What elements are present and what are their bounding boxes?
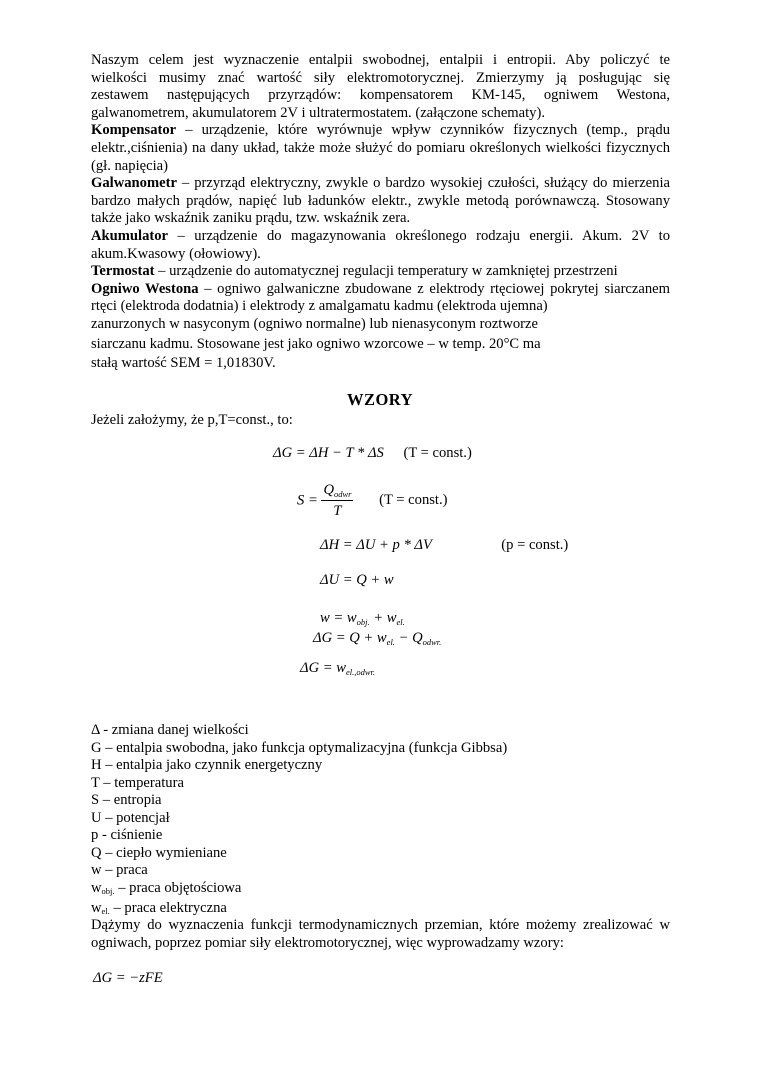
fraction-denominator: T [333,503,342,519]
weston-line-3: zanurzonych w nasyconym (ogniwo normalne) lub nienasyconym roztworze [91,315,538,332]
def-galwanometr: – przyrząd elektryczny, zwykle o bardzo wysokiej czułości, służący do mierzenia bardzo małych prądów, napięć lub ładunków elektr., zwykle metodą porównawczą. Stosowany także jako wskaźnik zaniku prądu, tzw. wskaźnik zera. [91,175,670,227]
legend-wel: $w_{el.}$ – praca elektryczna [91,900,227,916]
formula-entropy-lhs: S = [297,492,318,509]
def-termostat: – urządzenie do automatycznej regulacji temperatury w zamkniętej przestrzeni [154,263,618,280]
legend-T: T – temperatura [91,774,184,791]
legend-wobj: $w_{obj.}$ – praca objętościowa [91,879,242,896]
formula-gibbs-main: ΔG = ΔH − T * ΔS [273,445,384,461]
legend-H: H – entalpia jako czynnik energetyczny [91,757,323,773]
formula-final: ΔG = −zFE [93,970,163,986]
fraction-numerator: $Q_{odwr}$ [323,482,352,499]
legend-U: U – potencjał [91,809,170,826]
formula-enthalpy-main: ΔH = ΔU + p * ΔV [320,537,432,553]
weston-line-5: stałą wartość SEM = 1,01830V. [91,355,276,372]
definition-akumulator [91,228,670,263]
gibbs-el-subscript: el. [386,637,395,647]
formula-entropy-condition: (T = const.) [379,492,448,509]
legend-Q: Q – ciepło wymieniane [91,844,227,861]
formula-gibbs-work: $\Delta G = Q + w_{el.} - Q_{odwr.}$ [313,630,442,647]
definition-weston [91,281,670,316]
formula-gibbs-reversible: $\Delta G = w_{el.,odwr.}$ [300,660,376,677]
legend-p: p - ciśnienie [91,827,163,843]
legend-wel-subscript: el. [101,906,110,916]
intro-line-4: galwanometrem, akumulatorem 2V i ultratermostatem. (załączone schematy). [91,104,545,121]
assumption-text: Jeżeli założymy, że p,T=const., to: [91,412,293,428]
work-el-subscript: el. [396,617,405,627]
intro-line-1: Naszym celem jest wyznaczenie entalpii swobodnej, entalpii i entropii. Aby policzyć te [91,52,670,68]
definition-galwanometr [91,175,670,228]
legend-wobj-subscript: obj. [101,885,115,896]
conclusion-text: Dążymy do wyznaczenia funkcji termodynamicznych przemian, które możemy zrealizować w ogniwach, poprzez pomiar siły elektromotorycznej, więc wyprowadzamy wzory: [91,917,670,951]
formula-work: $w = w_{obj.} + w_{el.}$ [320,610,405,627]
numerator-subscript: odwr [334,489,352,499]
formula-enthalpy [320,537,568,554]
term-weston: Ogniwo Westona [91,280,199,297]
legend-S: S – entropia [91,792,162,808]
legend-G: G – entalpia swobodna, jako funkcja optymalizacyjna (funkcja Gibbsa) [91,739,508,756]
term-kompensator: Kompensator [91,122,177,139]
formula-entropy-fraction [321,482,353,520]
weston-line-4: siarczanu kadmu. Stosowane jest jako ogniwo wzorcowe – w temp. 20°C ma [91,335,541,352]
intro-line-3: zestawem następujących przyrządów: kompensatorem KM-145, ogniwem Westona, [91,87,670,104]
gibbs-rev-subscript: el.,odwr. [345,667,376,677]
formula-entropy [297,482,448,520]
def-akumulator: – urządzenie do magazynowania określonego rodzaju energii. Akum. 2V to akum.Kwasowy (ołowiowy). [91,227,670,262]
section-heading: WZORY [346,390,414,409]
intro-line-2: wielkości musimy znać wartość siły elektromotorycznej. Zmierzymy ją posługując się [91,69,670,86]
definition-kompensator [91,122,670,175]
legend-delta: Δ - zmiana danej wielkości [91,722,249,738]
definition-termostat [91,263,670,281]
legend-w: w – praca [91,862,148,878]
work-obj-subscript: obj. [356,617,370,627]
symbol-legend [91,722,507,921]
def-weston: – ogniwo galwaniczne zbudowane z elektrody rtęciowej pokrytej siarczanem rtęci (elektroda dodatnia) i elektrody z amalgamatu kadmu (elektroda ujemna) [91,280,670,315]
term-akumulator: Akumulator [91,227,169,244]
def-kompensator: – urządzenie, które wyrównuje wpływ czynników fizycznych (temp., prądu elektr.,ciśnienia) na dany układ, także może służyć do pomiaru określonych wielkości fizycznych (gł. napięcia) [91,122,670,174]
term-termostat: Termostat [91,263,155,280]
term-galwanometr: Galwanometr [91,175,177,192]
intro-section [91,52,670,373]
formula-gibbs-condition: (T = const.) [403,445,472,461]
conclusion-paragraph [91,917,670,952]
gibbs-odwr-subscript: odwr. [422,637,442,647]
formula-gibbs [273,445,472,462]
formula-enthalpy-condition: (p = const.) [501,537,569,553]
formula-internal-energy: ΔU = Q + w [320,572,394,588]
